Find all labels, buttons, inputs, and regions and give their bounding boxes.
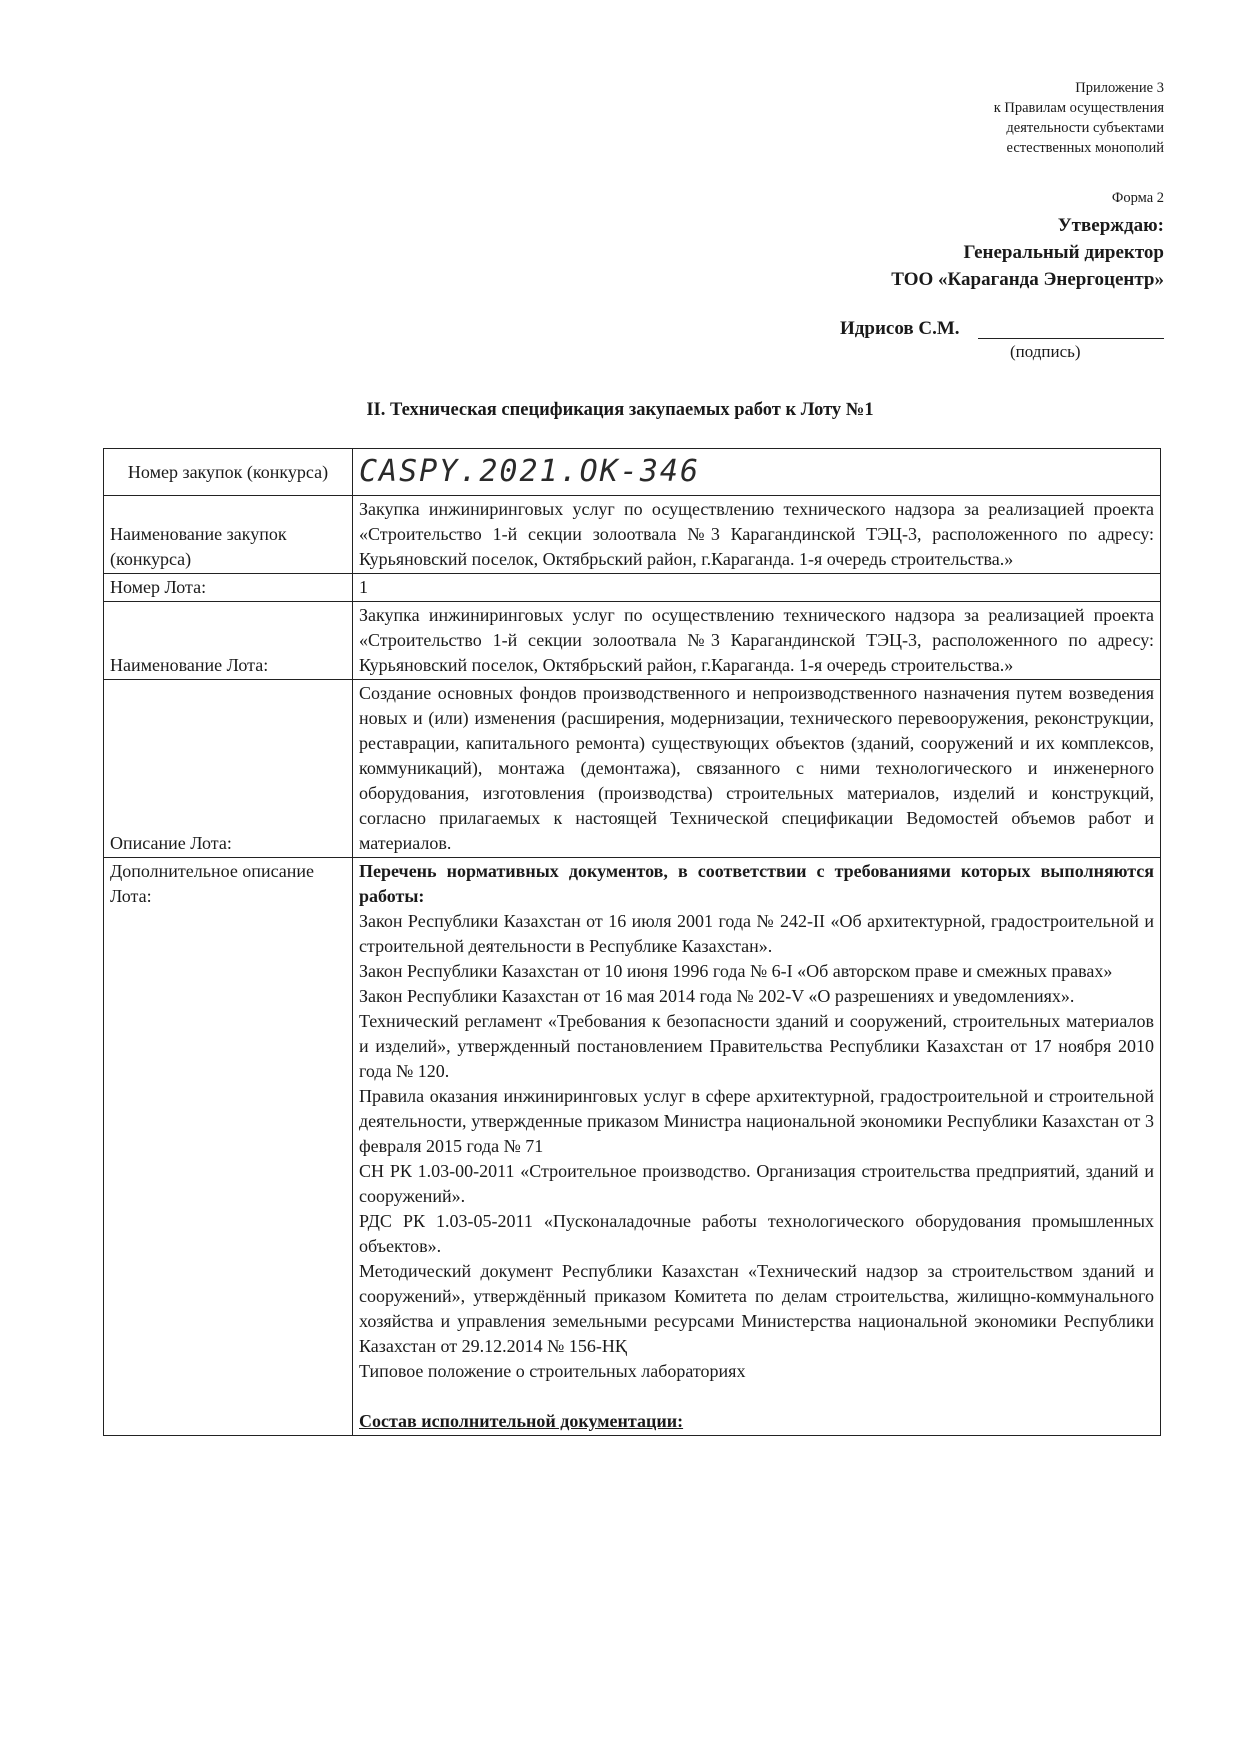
procurement-name-value: Закупка инжиниринговых услуг по осуществлению технического надзора за реализацией проекта «Строительство 1-й секции золоотвала №3 Карагандинской ТЭЦ-3, расположенного по адресу: Курьяновский поселок, Октябрьский район, г.Караганда. 1-я очередь строительства.» [353, 496, 1161, 574]
specification-table [103, 448, 1161, 1436]
normative-doc-item: Закон Республики Казахстан от 10 июня 1996 года № 6-I «Об авторском праве и смежных правах» [359, 961, 1113, 981]
table-row [104, 680, 1161, 858]
table-row [104, 602, 1161, 680]
table-row [104, 574, 1161, 602]
appendix-line: к Правилам осуществления [993, 100, 1164, 116]
signature-caption: (подпись) [1010, 342, 1081, 361]
normative-docs-heading: Перечень нормативных документов, в соответствии с требованиями которых выполняются работы: [359, 861, 1154, 906]
normative-doc-item: Закон Республики Казахстан от 16 мая 2014 года № 202-V «О разрешениях и уведомлениях». [359, 986, 1075, 1006]
procurement-name-label: Наименование закупок (конкурса) [104, 496, 353, 574]
table-row [104, 496, 1161, 574]
spacer [359, 1384, 1154, 1409]
lot-description-label: Описание Лота: [104, 680, 353, 858]
table-row [104, 449, 1161, 496]
appendix-line: деятельности субъектами [1006, 120, 1164, 136]
additional-description-value [353, 858, 1161, 1436]
document-title: II. Техническая спецификация закупаемых работ к Лоту №1 [366, 400, 874, 420]
normative-doc-item: Технический регламент «Требования к безопасности зданий и сооружений, строительных материалов и изделий», утвержденный постановлением Правительства Республики Казахстан от 17 ноября 2010 года № 120. [359, 1011, 1154, 1081]
table-row [104, 858, 1161, 1436]
normative-doc-item: Закон Республики Казахстан от 16 июля 2001 года № 242-II «Об архитектурной, градостроительной и строительной деятельности в Республике Казахстан». [359, 911, 1154, 956]
appendix-line: Приложение 3 [1075, 80, 1164, 96]
lot-description-value: Создание основных фондов производственного и непроизводственного назначения путем возведения новых и (или) изменения (расширения, модернизации, технического перевооружения, реконструкции, реставрации, капитального ремонта) существующих объектов (зданий, сооружений и их комплексов, коммуникаций), монтажа (демонтажа), связанного с ними технологического и инженерного оборудования, изготовления (производства) строительных материалов, изделий и конструкций, согласно прилагаемых к настоящей Технической спецификации Ведомостей объемов работ и материалов. [353, 680, 1161, 858]
lot-name-label: Наименование Лота: [104, 602, 353, 680]
lot-number-label: Номер Лота: [104, 574, 353, 602]
signature-underline [978, 338, 1164, 339]
handwritten-procurement-number: CASPY.2021.OK-346 [359, 454, 701, 489]
normative-doc-item: Методический документ Республики Казахстан «Технический надзор за строительством зданий и сооружений», утверждённый приказом Комитета по делам строительства, жилищно-коммунального хозяйства и управления земельными ресурсами Министерства национальной экономики Республики Казахстан от 29.12.2014 № 156-НҚ [359, 1261, 1154, 1356]
normative-doc-item: СН РК 1.03-00-2011 «Строительное производство. Организация строительства предприятий, зданий и сооружений». [359, 1161, 1154, 1206]
normative-doc-item: Правила оказания инжиниринговых услуг в сфере архитектурной, градостроительной и строительной деятельности, утвержденные приказом Министра национальной экономики Республики Казахстан от 3 февраля 2015 года № 71 [359, 1086, 1154, 1156]
normative-doc-item: Типовое положение о строительных лабораториях [359, 1361, 746, 1381]
procurement-number-label: Номер закупок (конкурса) [104, 449, 353, 496]
appendix-line: естественных монополий [1006, 140, 1164, 156]
executive-docs-heading: Состав исполнительной документации: [359, 1411, 684, 1431]
procurement-number-value [353, 449, 1161, 496]
approval-block [744, 212, 1164, 293]
signature-line [840, 318, 1164, 344]
approver-name: Идрисов С.М. [840, 318, 960, 339]
additional-description-label: Дополнительное описание Лота: [104, 858, 353, 1436]
form-number: Форма 2 [1111, 190, 1164, 206]
approve-title: Утверждаю: [1057, 215, 1164, 236]
approve-company: ТОО «Караганда Энергоцентр» [891, 269, 1164, 290]
lot-name-value: Закупка инжиниринговых услуг по осуществлению технического надзора за реализацией проекта «Строительство 1-й секции золоотвала №3 Карагандинской ТЭЦ-3, расположенного по адресу: Курьяновский поселок, Октябрьский район, г.Караганда. 1-я очередь строительства.» [353, 602, 1161, 680]
normative-doc-item: РДС РК 1.03-05-2011 «Пусконаладочные работы технологического оборудования промышленных объектов». [359, 1211, 1154, 1256]
lot-number-value: 1 [353, 574, 1161, 602]
appendix-note [864, 78, 1164, 158]
approve-position: Генеральный директор [963, 242, 1164, 263]
